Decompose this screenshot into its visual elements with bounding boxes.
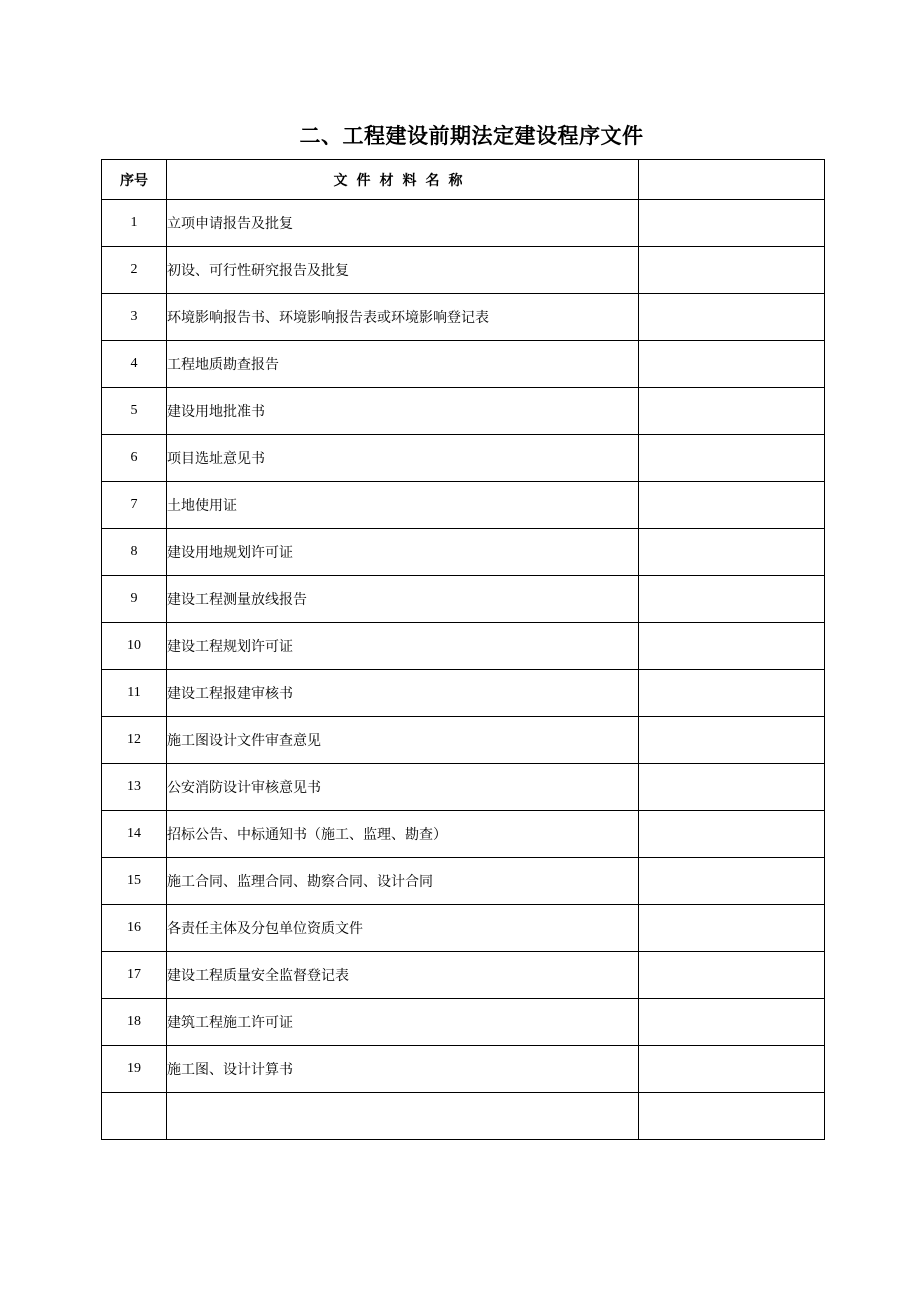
table-row — [102, 670, 825, 717]
table-row-empty — [102, 1093, 825, 1140]
row-document-name: 建筑工程施工许可证 — [167, 999, 639, 1046]
table-header-row — [102, 160, 825, 200]
row-extra-cell — [639, 952, 825, 999]
row-extra-cell — [639, 670, 825, 717]
row-number: 7 — [102, 482, 167, 529]
row-document-name: 工程地质勘查报告 — [167, 341, 639, 388]
row-document-name: 公安消防设计审核意见书 — [167, 764, 639, 811]
table-row — [102, 811, 825, 858]
document-table — [101, 159, 825, 1140]
row-number: 4 — [102, 341, 167, 388]
row-extra-cell — [639, 999, 825, 1046]
table-row — [102, 858, 825, 905]
row-number: 18 — [102, 999, 167, 1046]
header-document-name: 文件材料名称 — [167, 160, 639, 200]
row-number: 14 — [102, 811, 167, 858]
table-row — [102, 905, 825, 952]
row-number: 19 — [102, 1046, 167, 1093]
row-extra-cell — [639, 435, 825, 482]
header-extra — [639, 160, 825, 200]
row-extra-cell — [639, 341, 825, 388]
row-extra-cell — [639, 200, 825, 247]
row-number — [102, 1093, 167, 1140]
row-document-name: 各责任主体及分包单位资质文件 — [167, 905, 639, 952]
table-row — [102, 482, 825, 529]
table-row — [102, 999, 825, 1046]
table-row — [102, 1046, 825, 1093]
table-row — [102, 200, 825, 247]
page-title: 二、工程建设前期法定建设程序文件 — [299, 124, 644, 148]
row-number: 5 — [102, 388, 167, 435]
row-number: 8 — [102, 529, 167, 576]
row-document-name: 施工图设计文件审查意见 — [167, 717, 639, 764]
row-extra-cell — [639, 858, 825, 905]
row-extra-cell — [639, 247, 825, 294]
table-row — [102, 952, 825, 999]
row-document-name: 建设工程报建审核书 — [167, 670, 639, 717]
row-extra-cell — [639, 388, 825, 435]
row-extra-cell — [639, 717, 825, 764]
row-document-name: 施工图、设计计算书 — [167, 1046, 639, 1093]
row-extra-cell — [639, 294, 825, 341]
table-row — [102, 529, 825, 576]
row-number: 3 — [102, 294, 167, 341]
header-serial-number: 序号 — [102, 160, 167, 200]
row-extra-cell — [639, 1093, 825, 1140]
row-number: 2 — [102, 247, 167, 294]
row-number: 13 — [102, 764, 167, 811]
table-row — [102, 576, 825, 623]
row-extra-cell — [639, 1046, 825, 1093]
table-row — [102, 717, 825, 764]
table-row — [102, 388, 825, 435]
row-number: 11 — [102, 670, 167, 717]
row-extra-cell — [639, 623, 825, 670]
row-extra-cell — [639, 811, 825, 858]
row-document-name: 土地使用证 — [167, 482, 639, 529]
row-document-name: 建设用地规划许可证 — [167, 529, 639, 576]
row-extra-cell — [639, 529, 825, 576]
row-document-name: 环境影响报告书、环境影响报告表或环境影响登记表 — [167, 294, 639, 341]
row-extra-cell — [639, 576, 825, 623]
row-extra-cell — [639, 905, 825, 952]
table-row — [102, 764, 825, 811]
row-extra-cell — [639, 482, 825, 529]
row-document-name: 项目选址意见书 — [167, 435, 639, 482]
row-number: 1 — [102, 200, 167, 247]
row-document-name: 施工合同、监理合同、勘察合同、设计合同 — [167, 858, 639, 905]
table-row — [102, 623, 825, 670]
row-number: 12 — [102, 717, 167, 764]
row-number: 9 — [102, 576, 167, 623]
row-number: 15 — [102, 858, 167, 905]
row-number: 6 — [102, 435, 167, 482]
row-document-name: 建设工程规划许可证 — [167, 623, 639, 670]
row-number: 10 — [102, 623, 167, 670]
row-document-name: 建设工程测量放线报告 — [167, 576, 639, 623]
row-document-name: 建设用地批准书 — [167, 388, 639, 435]
row-number: 17 — [102, 952, 167, 999]
row-document-name: 招标公告、中标通知书（施工、监理、勘查） — [167, 811, 639, 858]
row-document-name — [167, 1093, 639, 1140]
table-row — [102, 341, 825, 388]
row-document-name: 立项申请报告及批复 — [167, 200, 639, 247]
table-row — [102, 294, 825, 341]
row-document-name: 建设工程质量安全监督登记表 — [167, 952, 639, 999]
table-row — [102, 435, 825, 482]
row-document-name: 初设、可行性研究报告及批复 — [167, 247, 639, 294]
table-row — [102, 247, 825, 294]
row-number: 16 — [102, 905, 167, 952]
row-extra-cell — [639, 764, 825, 811]
